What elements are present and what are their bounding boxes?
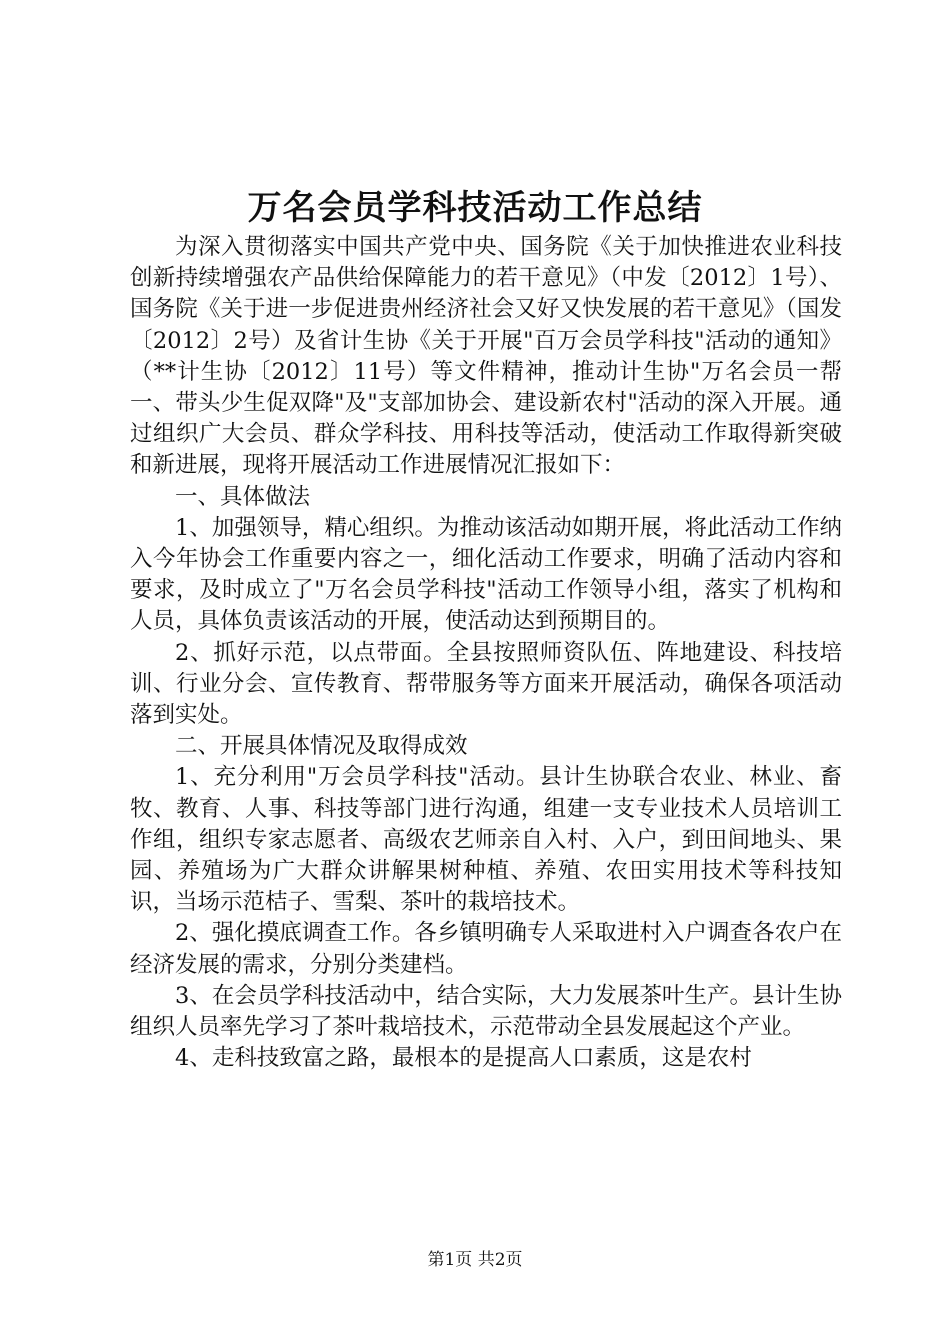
- document-title: 万名会员学科技活动工作总结: [247, 188, 703, 228]
- paragraph-intro: 为深入贯彻落实中国共产党中央、国务院《关于加快推进农业科技创新持续增强农产品供给保障能力的若干意见》（中发〔2012〕1号）、国务院《关于进一步促进贵州经济社会又好又快发展的若干意见》（国发〔2012〕2号）及省计生协《关于开展"百万会员学科技"活动的通知》（**计生协〔2012〕11号）等文件精神，推动计生协"万名会员一帮一、带头少生促双降"及"支部加协会、建设新农村"活动的深入开展。通过组织广大会员、群众学科技、用科技等活动，使活动工作取得新突破和新进展，现将开展活动工作进展情况汇报如下：: [130, 234, 842, 479]
- section-heading-2: 二、开展具体情况及取得成效: [175, 733, 468, 760]
- section-heading-1: 一、具体做法: [175, 483, 311, 510]
- page-number-footer: 第1页 共2页: [427, 1250, 523, 1270]
- paragraph-leadership: 1、加强领导，精心组织。为推动该活动如期开展，将此活动工作纳入今年协会工作重要内容之一，细化活动工作要求，明确了活动内容和要求，及时成立了"万名会员学科技"活动工作领导小组，落实了机构和人员，具体负责该活动的开展，使活动达到预期目的。: [130, 514, 842, 635]
- document-body: [130, 232, 842, 1074]
- paragraph-tea: 3、在会员学科技活动中，结合实际，大力发展茶叶生产。县计生协组织人员率先学习了茶叶栽培技术，示范带动全县发展起这个产业。: [130, 982, 842, 1041]
- paragraph-activity: 1、充分利用"万会员学科技"活动。县计生协联合农业、林业、畜牧、教育、人事、科技等部门进行沟通，组建一支专业技术人员培训工作组，组织专家志愿者、高级农艺师亲自入村、入户，到田间地头、果园、养殖场为广大群众讲解果树种植、养殖、农田实用技术等科技知识，当场示范桔子、雪梨、茶叶的栽培技术。: [130, 764, 842, 916]
- paragraph-survey: 2、强化摸底调查工作。各乡镇明确专人采取进村入户调查各农户在经济发展的需求，分别分类建档。: [130, 920, 842, 978]
- paragraph-demonstration: 2、抓好示范，以点带面。全县按照师资队伍、阵地建设、科技培训、行业分会、宣传教育、帮带服务等方面来开展活动，确保各项活动落到实处。: [130, 639, 842, 729]
- paragraph-quality: 4、走科技致富之路，最根本的是提高人口素质，这是农村: [175, 1045, 752, 1072]
